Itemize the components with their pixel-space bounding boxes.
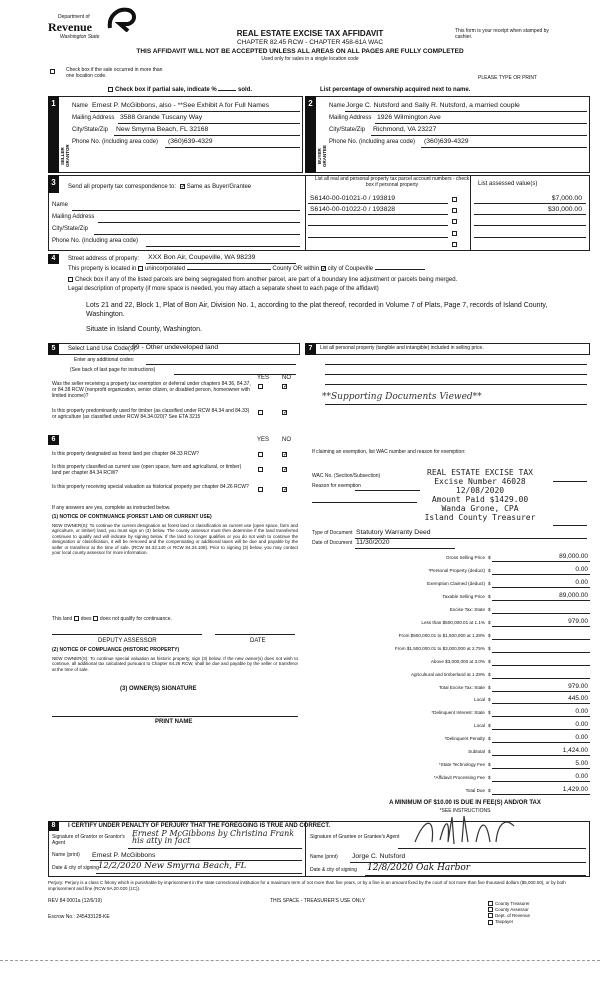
dollar-sign: $ bbox=[488, 684, 491, 690]
deputy-assessor: DEPUTY ASSESSOR bbox=[98, 638, 157, 644]
dollar-sign: $ bbox=[488, 567, 491, 573]
notice2-text: NEW OWNER(S): To continue special valuation as historic property, sign (3) below. If the new owner(s) does not wish to continue, all additional tax calculated pursuant to Chapter 84.26 RCW, shall be due and payable by the seller or transferor at the time of sale. bbox=[52, 656, 298, 672]
tax-row-label: Above $3,000,000 at 3.0% bbox=[430, 658, 485, 664]
grantee-name[interactable]: Jorge C. Nutsford bbox=[352, 853, 406, 860]
personal-property-checkbox[interactable] bbox=[452, 208, 457, 213]
dollar-sign: $ bbox=[488, 645, 491, 651]
dollar-sign: $ bbox=[488, 788, 491, 794]
tax-row-label: Local bbox=[474, 723, 485, 729]
tax-row bbox=[310, 579, 590, 589]
corr-name-label: Name bbox=[52, 202, 69, 208]
parcels-header: List all real and personal property tax parcel account numbers - check box if personal property bbox=[314, 176, 470, 188]
tax-row-label: *Delinquent Interest: State bbox=[431, 710, 485, 716]
if-yes-note: If any answers are yes, complete as instructed below. bbox=[52, 505, 171, 511]
parcel-number-1[interactable]: S6140-00-01021-0 / 193819 bbox=[310, 195, 396, 202]
tax-row-label: Subtotal bbox=[468, 749, 485, 755]
section-3-bar: 3 bbox=[48, 175, 59, 193]
tax-row-label: Gross Selling Price bbox=[445, 555, 485, 560]
tax-row bbox=[310, 786, 590, 796]
q6-2-no[interactable] bbox=[282, 467, 287, 472]
dollar-sign: $ bbox=[488, 619, 491, 625]
additional-codes: Enter any additional codes: bbox=[74, 357, 135, 363]
buyer-side-label: BUYER GRANTEE bbox=[317, 145, 328, 168]
scan-edge bbox=[0, 960, 600, 961]
land-use-code[interactable]: 99 - Other undeveloped land bbox=[132, 344, 219, 351]
checkbox-icon[interactable] bbox=[68, 277, 73, 282]
tax-row bbox=[310, 657, 590, 667]
owner-signature: (3) OWNER(S) SIGNATURE bbox=[120, 686, 197, 692]
form-chapter: CHAPTER 82.45 RCW - CHAPTER 458-61A WAC bbox=[236, 39, 384, 46]
q6-2-yes[interactable] bbox=[258, 467, 263, 472]
grantor-signature[interactable]: Ernest P McGibbons by Christina Frank his atty in fact bbox=[132, 829, 295, 846]
buyer-phone[interactable]: (360)639-4329 bbox=[424, 138, 469, 145]
dollar-sign: $ bbox=[488, 658, 491, 664]
q5-1: Was the seller receiving a property tax exemption or deferral under chapters 84.36, 84.37, or 84.38 RCW (nonprofit organization, senior citizen, or disabled person, homeowner with limited income)? bbox=[52, 381, 251, 399]
wac-label: WAC No. (Section/Subsection) bbox=[312, 473, 381, 479]
located-in: This property is located in unincorporated County OR within ✓ city of Coupeville bbox=[68, 266, 425, 273]
corr-city-label: City/State/Zip bbox=[52, 226, 89, 232]
personal-property-label: List all personal property (tangible and intangible) included in selling price. bbox=[320, 345, 484, 351]
tax-row-value[interactable]: 89,000.00 bbox=[559, 553, 588, 560]
tax-row-label: Total Due bbox=[465, 788, 485, 794]
personal-property-checkbox[interactable] bbox=[452, 242, 457, 247]
seller-phone[interactable]: (360)639-4329 bbox=[168, 138, 213, 145]
no-header: NO bbox=[282, 437, 291, 443]
q5-1-yes[interactable] bbox=[258, 384, 263, 389]
grantee-date-city[interactable]: 12/8/2020 Oak Harbor bbox=[367, 863, 471, 873]
tax-row bbox=[310, 773, 590, 783]
corr-phone-label: Phone No. (including area code) bbox=[52, 238, 139, 244]
exemption-label: If claiming an exemption, list WAC number and reason for exemption: bbox=[312, 449, 466, 455]
buyer-city[interactable]: Richmond, VA 23227 bbox=[373, 126, 437, 133]
doc-type-label: Type of Document bbox=[312, 530, 353, 536]
treasurer-stamp: REAL ESTATE EXCISE TAX Excise Number 46028 12/08/2020 Amount Paid $1429.00 Wanda Grone, CPA Island County Treasurer bbox=[424, 468, 536, 522]
copy-distribution: County Treasurer County Assessor Dept. of Revenue Taxpayer bbox=[488, 901, 530, 925]
tax-row bbox=[310, 592, 590, 602]
q6-3: Is this property receiving special valuation as historical property per chapter 84.26 RCW? bbox=[52, 484, 249, 490]
tax-row-label: From $500,000.01 to $1,500,000 at 1.28% bbox=[398, 632, 485, 638]
please-type: PLEASE TYPE OR PRINT bbox=[478, 75, 538, 81]
tax-row bbox=[310, 605, 590, 615]
grantor-sig-label: Signature of Grantor or Grantor's Agent bbox=[52, 834, 125, 846]
tax-row bbox=[310, 670, 590, 680]
dollar-sign: $ bbox=[488, 593, 491, 599]
tax-row-label: Exemption Claimed (deduct) bbox=[427, 580, 485, 586]
tax-row-label: *State Technology Fee bbox=[438, 762, 485, 768]
tax-row-value[interactable]: 979.00 bbox=[568, 682, 588, 690]
buyer-city-label: City/State/Zip bbox=[329, 127, 366, 133]
tax-row-value[interactable]: 0.00 bbox=[575, 721, 588, 729]
q5-1-no[interactable] bbox=[282, 384, 287, 389]
street-label: Street address of property: bbox=[68, 256, 140, 262]
section-1-bar: 1 bbox=[48, 96, 59, 173]
section-7-bar: 7 bbox=[305, 343, 316, 355]
unincorporated-checkbox[interactable] bbox=[138, 266, 143, 271]
q5-2-yes[interactable] bbox=[258, 410, 263, 415]
tax-row-value[interactable]: 0.00 bbox=[575, 773, 588, 781]
buyer-mailing[interactable]: 1926 Wilmington Ave bbox=[377, 114, 441, 121]
q6-3-yes[interactable] bbox=[258, 487, 263, 492]
tax-row-value[interactable]: 445.00 bbox=[568, 695, 588, 703]
grantee-name-label: Name (print) bbox=[310, 854, 338, 860]
tax-row-value[interactable]: 5.00 bbox=[575, 760, 588, 768]
single-location-note: Used only for sales in a single location code bbox=[261, 56, 359, 62]
tax-row-label: *Delinquent Penalty bbox=[444, 736, 485, 742]
street-address[interactable]: XXX Bon Air, Coupeville, WA 98239 bbox=[148, 254, 256, 261]
q5-2: Is this property predominantly used for timber (as classified under RCW 84.34 and 84.33) or agriculture (as classified under RCW 84.34.020)? See ETA 3215 bbox=[52, 408, 250, 420]
tax-row bbox=[310, 631, 590, 641]
personal-property-checkbox[interactable] bbox=[452, 219, 457, 224]
situate-text[interactable]: Situate in Island County, Washington. bbox=[86, 326, 202, 333]
parcel-value-1[interactable]: $7,000.00 bbox=[551, 195, 582, 202]
parcel-number-2[interactable]: S6140-00-01022-0 / 193828 bbox=[310, 206, 396, 213]
notice2-title: (2) NOTICE OF COMPLIANCE (HISTORIC PROPERTY) bbox=[52, 647, 180, 653]
grantee-date-label: Date & city of signing bbox=[310, 867, 357, 873]
copy-checkbox[interactable] bbox=[488, 901, 493, 906]
grantor-name[interactable]: Ernest P. McGibbons bbox=[92, 852, 156, 859]
tax-row-label: Less than $500,000.01 at 1.1% bbox=[421, 619, 485, 625]
seller-name[interactable]: Ernest P. McGibbons, also - **See Exhibit A for Full Names bbox=[92, 102, 270, 109]
dor-logo bbox=[48, 6, 138, 50]
section-2-bar: 2 bbox=[305, 96, 316, 173]
reason-label: Reason for exemption bbox=[312, 483, 361, 489]
grantor-date-city[interactable]: 12/2/2020 New Smyrna Beach, FL bbox=[98, 861, 247, 871]
form-title: REAL ESTATE EXCISE TAX AFFIDAVIT bbox=[236, 29, 384, 38]
notice1-text: NEW OWNER(S): To continue the current designation as forest land or classification as current use (open space, farm and agriculture, or timber) land, you must sign on (3) below. The county assessor must then determine if the land transferred continues to qualify and will indicate by signing below. If the land no longer qualifies or you do not wish to continue the designation or classification, it will be removed and the compensating or additional taxes will be due and payable by the seller or transferor at the time of sale. (RCW 84.33.140 or RCW 84.34.108). Prior to signing (3) below, you may contact your local county assessor for more information. bbox=[52, 523, 298, 555]
q6-3-no[interactable] bbox=[282, 487, 287, 492]
legal-label: Legal description of property (if more space is needed, you may attach a separate sheet to each page of the affidavit) bbox=[68, 286, 379, 292]
section-5-bar: 5 bbox=[48, 343, 59, 355]
q6-1-no[interactable] bbox=[282, 452, 287, 457]
dollar-sign: $ bbox=[488, 775, 491, 781]
tax-row-label: *Personal Property (deduct) bbox=[428, 567, 485, 573]
assessed-header: List assessed value(s) bbox=[478, 181, 538, 187]
tax-row bbox=[310, 683, 590, 693]
tax-row-value[interactable]: 89,000.00 bbox=[559, 591, 588, 599]
form-number: REV 84 0001a (12/6/19) bbox=[48, 898, 102, 904]
tax-row bbox=[310, 644, 590, 654]
tax-row bbox=[310, 747, 590, 757]
no-header: NO bbox=[282, 375, 291, 381]
buyer-phone-label: Phone No. (including area code) bbox=[329, 139, 416, 145]
personal-property-checkbox[interactable] bbox=[452, 197, 457, 202]
yes-header: YES bbox=[257, 375, 270, 381]
dollar-sign: $ bbox=[488, 710, 491, 716]
parcel-value-2[interactable]: $30,000.00 bbox=[547, 206, 582, 213]
tax-row-label: Excise Tax: State bbox=[449, 606, 485, 612]
certify-text: I CERTIFY UNDER PENALTY OF PERJURY THAT THE FOREGOING IS TRUE AND CORRECT. bbox=[68, 823, 331, 829]
tax-row-label: Taxable Selling Price bbox=[442, 593, 485, 599]
tax-row bbox=[310, 566, 590, 576]
tax-row-label: Local bbox=[474, 697, 485, 703]
tax-row-value[interactable]: 1,429.00 bbox=[562, 786, 588, 794]
print-name: PRINT NAME bbox=[155, 719, 193, 725]
tax-row bbox=[310, 553, 590, 563]
dollar-sign: $ bbox=[488, 606, 491, 612]
ownership-note: List percentage of ownership acquired next to name. bbox=[320, 87, 471, 93]
seller-city[interactable]: New Smyrna Beach, FL 32168 bbox=[116, 126, 209, 133]
q6-1: Is this property designated as forest land per chapter 84.33 RCW? bbox=[52, 451, 199, 457]
segregated-check[interactable]: Check box if any of the listed parcels are being segregated from another parcel, are part of a boundary line adjustment or parcels being merged. bbox=[68, 277, 588, 284]
seller-name-label: Name bbox=[72, 103, 89, 109]
partial-sale-check[interactable]: Check box if partial sale, indicate % sold. bbox=[108, 87, 252, 94]
dept-line1: Department of bbox=[58, 14, 90, 20]
dollar-sign: $ bbox=[488, 736, 491, 742]
corr-mailing-label: Mailing Address bbox=[52, 214, 95, 220]
land-qualify: This land does does not qualify for continuance. bbox=[52, 615, 172, 622]
seller-side-label: SELLER GRANTOR bbox=[60, 144, 71, 168]
see-back: (See back of last page for instructions) bbox=[70, 367, 156, 373]
dollar-sign: $ bbox=[488, 762, 491, 768]
dollar-sign: $ bbox=[488, 697, 491, 703]
tax-row-value[interactable]: 1,424.00 bbox=[562, 747, 588, 755]
tax-row-value[interactable]: 0.00 bbox=[575, 734, 588, 742]
copy-checkbox[interactable] bbox=[488, 920, 493, 925]
tax-row bbox=[310, 708, 590, 718]
tax-row-value[interactable]: 979.00 bbox=[568, 617, 588, 625]
tax-row-label: *Affidavit Processing Fee bbox=[433, 775, 485, 781]
checkbox-icon[interactable] bbox=[108, 87, 113, 92]
land-use-label: Select Land Use Code(s): bbox=[68, 346, 137, 352]
correspondence-label: Send all property tax correspondence to: ✓ Same as Buyer/Grantee bbox=[68, 184, 251, 191]
yes-header: YES bbox=[257, 437, 270, 443]
copy-checkbox[interactable] bbox=[488, 907, 493, 912]
notice1-title: (1) NOTICE OF CONTINUANCE (FOREST LAND OR CURRENT USE) bbox=[52, 514, 212, 520]
doc-type[interactable]: Statutory Warranty Deed bbox=[356, 529, 431, 536]
does-not-checkbox[interactable] bbox=[93, 616, 98, 621]
dollar-sign: $ bbox=[488, 580, 491, 586]
q5-2-no[interactable] bbox=[282, 410, 287, 415]
revenue-logo-icon bbox=[106, 6, 138, 32]
receipt-note: This form is your receipt when stamped by cashier. bbox=[455, 28, 549, 40]
buyer-name-label: Name bbox=[329, 103, 346, 109]
grantee-sig-label: Signature of Grantee or Grantee's Agent bbox=[310, 834, 400, 840]
tax-row-value[interactable]: 0.00 bbox=[575, 565, 588, 573]
tax-row bbox=[310, 734, 590, 744]
does-checkbox[interactable] bbox=[74, 616, 79, 621]
city-checkbox[interactable] bbox=[321, 266, 326, 271]
seller-city-label: City/State/Zip bbox=[72, 127, 109, 133]
doc-date-label: Date of Document bbox=[312, 540, 353, 546]
buyer-mailing-label: Mailing Address bbox=[329, 115, 372, 121]
dept-line2: Revenue bbox=[48, 20, 92, 34]
q6-2: Is this property classified as current use (open space, farm and agricultural, or timber) land per chapter 84.34 RCW? bbox=[52, 464, 242, 476]
dept-line3: Washington State bbox=[60, 34, 100, 40]
tax-row bbox=[310, 721, 590, 731]
copy-checkbox[interactable] bbox=[488, 913, 493, 918]
legal-description[interactable]: Lots 21 and 22, Block 1, Plat of Bon Air, Division No. 1, according to the plat thereof, recorded in Volume 7 of Plats, Page 7, records of Island County, Washington. bbox=[86, 302, 548, 319]
doc-date[interactable]: 11/30/2020 bbox=[356, 539, 390, 546]
checkbox-icon[interactable] bbox=[50, 69, 55, 74]
tax-row-value[interactable]: 0.00 bbox=[575, 708, 588, 716]
personal-property-checkbox[interactable] bbox=[452, 231, 457, 236]
tax-row bbox=[310, 760, 590, 770]
tax-row-label: Total Excise Tax: State bbox=[438, 684, 485, 690]
deputy-date: DATE bbox=[250, 638, 266, 644]
same-as-checkbox[interactable] bbox=[180, 184, 185, 189]
seller-mailing-label: Mailing Address bbox=[72, 115, 115, 121]
seller-phone-label: Phone No. (including area code) bbox=[72, 139, 159, 145]
form-warning: THIS AFFIDAVIT WILL NOT BE ACCEPTED UNLESS ALL AREAS ON ALL PAGES ARE FULLY COMPLETED bbox=[136, 48, 464, 55]
q6-1-yes[interactable] bbox=[258, 452, 263, 457]
section-4-bar: 4 bbox=[48, 254, 59, 264]
section-8-bar: 8 bbox=[48, 821, 59, 831]
treasurer-only: THIS SPACE - TREASURER'S USE ONLY bbox=[270, 898, 366, 904]
tax-row-value[interactable]: 0.00 bbox=[575, 578, 588, 586]
grantor-date-label: Date & city of signing bbox=[52, 865, 99, 871]
grantor-name-label: Name (print) bbox=[52, 852, 80, 858]
section-6-bar: 6 bbox=[48, 435, 59, 445]
supporting-docs-stamp: **Supporting Documents Viewed** bbox=[322, 392, 482, 402]
dollar-sign: $ bbox=[488, 555, 491, 560]
dollar-sign: $ bbox=[488, 671, 491, 677]
seller-mailing[interactable]: 3588 Grande Tuscany Way bbox=[120, 114, 203, 121]
dollar-sign: $ bbox=[488, 723, 491, 729]
dollar-sign: $ bbox=[488, 632, 491, 638]
buyer-name[interactable]: Jorge C. Nutsford and Sally R. Nutsford, a married couple bbox=[346, 102, 520, 109]
dollar-sign: $ bbox=[488, 749, 491, 755]
minimum-due: A MINIMUM OF $10.00 IS DUE IN FEE(S) AND/OR TAX bbox=[389, 800, 541, 806]
escrow: Escrow No.: 245433128-KE bbox=[48, 914, 110, 920]
tax-row-label: From $1,500,000.01 to $3,000,000 at 2.75% bbox=[394, 645, 485, 651]
see-instructions: *SEE INSTRUCTIONS bbox=[439, 808, 491, 814]
tax-row-label: Agricultural and timberland at 1.28% bbox=[410, 671, 485, 677]
tax-row bbox=[310, 618, 590, 628]
tax-row bbox=[310, 695, 590, 705]
perjury-note: Perjury: Perjury is a class C felony which is punishable by imprisonment in the state correctional institution for a maximum term of not more than five years, or by a fine in an amount fixed by the court of not more than five thousand dollars ($5,000.00), or by both imprisonment and fine (RCW 9A.20.020 (1C)). bbox=[48, 880, 566, 891]
